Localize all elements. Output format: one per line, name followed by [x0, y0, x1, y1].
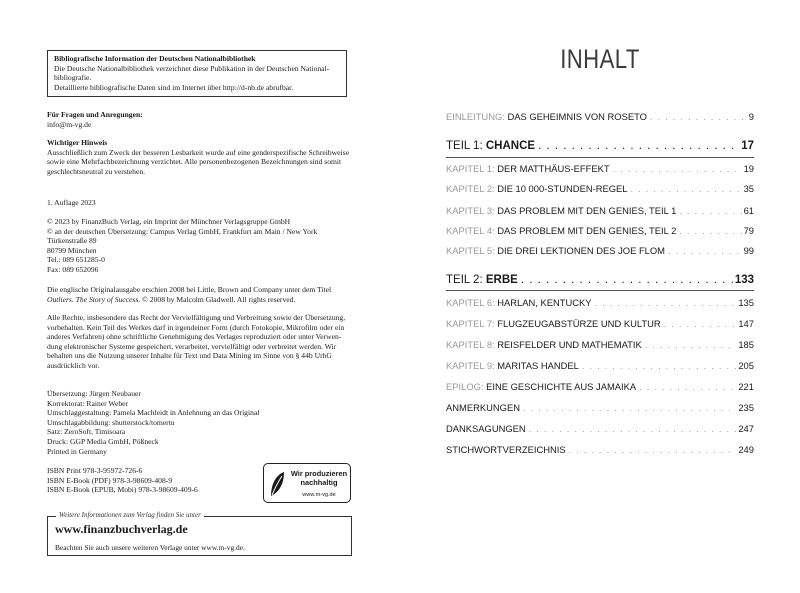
- toc-label: TEIL 2:: [446, 274, 483, 286]
- leaf-icon: [268, 470, 286, 498]
- rights-block: [47, 313, 357, 371]
- toc-entry: [446, 111, 754, 125]
- address-city: 80799 München: [47, 245, 97, 255]
- toc-leader: [668, 245, 742, 256]
- toc-leader: [650, 111, 747, 122]
- toc-title: DAS PROBLEM MIT DEN GENIES, TEIL 1: [497, 205, 677, 216]
- toc-leader: [679, 205, 741, 216]
- toc-label: KAPITEL 8:: [446, 339, 495, 350]
- contact-label: Für Fragen und Anregungen:: [47, 110, 143, 119]
- toc-page: 35: [743, 183, 754, 194]
- copyright-line: © an der deutschen Übersetzung: Campus Verlag GmbH, Frankfurt am Main / New York: [47, 226, 318, 236]
- toc-title: STICHWORTVERZEICHNIS: [446, 444, 566, 455]
- toc-label: KAPITEL 4:: [446, 225, 495, 236]
- toc-title: DAS PROBLEM MIT DEN GENIES, TEIL 2: [497, 225, 677, 236]
- toc-entry: [446, 423, 754, 437]
- credit-line: Umschlagabbildung: shutterstock/tomertu: [47, 417, 175, 427]
- bibliographic-info-box: [47, 50, 347, 97]
- edition-text: 1. Auflage 2023: [47, 198, 96, 207]
- toc-title: DANKSAGUNGEN: [446, 423, 526, 434]
- toc-entry: [446, 163, 754, 177]
- toc-leader: [569, 444, 737, 455]
- toc-page: 147: [738, 318, 754, 329]
- toc-entry: [446, 205, 754, 219]
- publisher-url: www.finanzbuchverlag.de: [55, 522, 188, 536]
- toc-entry: [446, 402, 754, 416]
- toc-leader: [523, 402, 736, 413]
- address-street: Türkenstraße 89: [47, 236, 97, 246]
- toc-title: MARITAS HANDEL: [497, 360, 579, 371]
- toc-leader: [521, 274, 733, 286]
- contact-email: info@m-vg.de: [47, 119, 92, 129]
- notice-line: geschlechtsneutral zu verstehen.: [47, 166, 146, 176]
- part-divider: [446, 290, 754, 291]
- toc-page: 9: [748, 111, 754, 122]
- page-title: INHALT: [560, 44, 640, 74]
- toc-page: 185: [738, 339, 754, 350]
- original-copyright: © 2008 by Malcolm Gladwell. All rights reserved.: [140, 294, 296, 304]
- toc-label: KAPITEL 5:: [446, 245, 495, 256]
- toc-entry: [446, 183, 754, 197]
- rights-line: ausdrücklich vor.: [47, 360, 100, 370]
- toc-page: 19: [743, 163, 754, 174]
- toc-entry: [446, 297, 754, 311]
- toc-leader: [645, 339, 737, 350]
- biblio-title: Bibliografische Information der Deutschen Nationalbibliothek: [54, 54, 256, 63]
- credit-line: Umschlaggestaltung: Pamela Machleidt in Anlehnung an das Original: [47, 408, 260, 418]
- toc-label: KAPITEL 1:: [446, 163, 495, 174]
- edition: [47, 198, 357, 208]
- isbn-line: ISBN E-Book (EPUB, Mobi) 978-3-98609-409-6: [47, 485, 198, 495]
- toc-part: [446, 274, 754, 290]
- toc-title: CHANCE: [485, 140, 536, 152]
- toc-page: 249: [738, 444, 754, 455]
- toc-title: DIE 10 000-STUNDEN-REGEL: [497, 183, 628, 194]
- rights-line: anderes Verfahren) ohne schriftliche Genehmigung des Verlages reproduziert oder unter Verwen-: [47, 332, 342, 342]
- rights-line: behalten uns die Nutzung unserer Inhalte für Text und Data Mining im Sinne von § 44b UrhG: [47, 351, 332, 361]
- publisher-caption: Weitere Informationen zum Verlag finden Sie unter: [56, 511, 204, 521]
- toc-page: 221: [738, 381, 754, 392]
- contact-block: [47, 110, 357, 129]
- credit-line: Übersetzung: Jürgen Neubauer: [47, 389, 141, 398]
- toc-entry: [446, 245, 754, 259]
- toc-leader: [664, 318, 737, 329]
- toc-entry: [446, 381, 754, 395]
- toc-label: TEIL 1:: [446, 140, 483, 152]
- toc-title: HARLAN, KENTUCKY: [497, 297, 592, 308]
- original-line: [47, 295, 357, 305]
- rights-line: dung elektronischer Systeme gespeichert, verarbeitet, vervielfältigt oder verbreitet werden. Wir: [47, 341, 337, 351]
- toc-page: 79: [743, 225, 754, 236]
- toc-part: [446, 140, 754, 156]
- toc-label: KAPITEL 2:: [446, 183, 495, 194]
- toc-entry: [446, 225, 754, 239]
- toc-title: ANMERKUNGEN: [446, 402, 520, 413]
- toc-page: 205: [738, 360, 754, 371]
- toc-page: 99: [743, 245, 754, 256]
- publisher-info-box: [47, 511, 352, 556]
- biblio-line: bibliografie.: [54, 73, 92, 83]
- notice-line: sowie eine Mehrfachbezeichnung verzichtet. Alle personenbezogenen Bezeichnungen sind somit: [47, 157, 342, 167]
- credit-line: Druck: GGP Media GmbH, Pößneck: [47, 436, 159, 446]
- biblio-line: Die Deutsche Nationalbibliothek verzeichnet diese Publikation in der Deutschen National-: [54, 63, 330, 73]
- isbn-line: ISBN E-Book (PDF) 978-3-98609-408-9: [47, 475, 173, 485]
- toc-page: 247: [738, 423, 754, 434]
- toc-leader: [582, 360, 736, 371]
- toc-title: ERBE: [485, 274, 518, 286]
- notice-block: [47, 138, 357, 176]
- toc-entry: [446, 339, 754, 353]
- badge-text: [290, 469, 348, 487]
- part-divider: [446, 157, 754, 158]
- original-edition-block: [47, 285, 357, 304]
- toc-page: [400, 0, 800, 593]
- toc-leader: [613, 163, 742, 174]
- notice-line: Ausschließlich zum Zweck der besseren Lesbarkeit wurde auf eine genderspezifische Schreibweise: [47, 147, 349, 157]
- toc-leader: [529, 423, 737, 434]
- toc-label: KAPITEL 7:: [446, 318, 495, 329]
- toc-leader: [595, 297, 737, 308]
- biblio-line: Detaillierte bibliografische Daten sind im Internet über http://d-nb.de abrufbar.: [54, 82, 294, 92]
- rights-line: vorbehalten. Kein Teil des Werkes darf in irgendeiner Form (durch Fotokopie, Mikrofilm oder ein: [47, 322, 345, 332]
- toc-leader: [679, 225, 741, 236]
- toc-label: KAPITEL 9:: [446, 360, 495, 371]
- rights-line: Alle Rechte, insbesondere das Recht der Vervielfältigung und Verbreitung sowie der Übersetzung,: [47, 313, 346, 322]
- original-line: Die englische Originalausgabe erschien 2008 bei Little, Brown and Company unter dem Titel: [47, 285, 332, 294]
- toc-label: KAPITEL 3:: [446, 205, 495, 216]
- fax: Fax: 089 652096: [47, 264, 99, 274]
- toc-title: DAS GEHEIMNIS VON ROSETO: [507, 111, 647, 122]
- toc-page: 133: [734, 274, 754, 286]
- toc-entry: [446, 360, 754, 374]
- toc-label: KAPITEL 6:: [446, 297, 495, 308]
- credit-line: Printed in Germany: [47, 446, 107, 456]
- toc-title: EINE GESCHICHTE AUS JAMAIKA: [486, 381, 637, 392]
- original-title: Outliers. The Story of Success.: [47, 294, 141, 304]
- phone: Tel.: 089 651285-0: [47, 255, 105, 265]
- toc-page: 235: [738, 402, 754, 413]
- toc-label: EPILOG:: [446, 381, 484, 392]
- notice-label: Wichtiger Hinweis: [47, 138, 108, 147]
- toc-entry: [446, 444, 754, 458]
- sustainability-badge: [263, 463, 351, 503]
- credit-line: Korrektorat: Rainer Weber: [47, 398, 129, 408]
- copyright-line: © 2023 by FinanzBuch Verlag, ein Imprint der Münchner Verlagsgruppe GmbH: [47, 217, 291, 226]
- toc-leader: [639, 381, 736, 392]
- toc-page: 17: [741, 140, 754, 152]
- badge-line: Wir produzieren: [290, 469, 348, 478]
- toc-leader: [631, 183, 742, 194]
- toc-page: 61: [743, 205, 754, 216]
- toc-entry: [446, 318, 754, 332]
- copyright-block: [47, 217, 357, 275]
- toc-title: FLUGZEUGABSTÜRZE UND KULTUR: [497, 318, 661, 329]
- credit-line: Satz: ZeroSoft, Timisoara: [47, 427, 126, 437]
- toc-leader: [538, 140, 739, 152]
- toc-title: DIE DREI LEKTIONEN DES JOE FLOM: [497, 245, 665, 256]
- credits-block: [47, 389, 357, 456]
- badge-url: www.m-vg.de: [302, 492, 336, 498]
- toc-title: REISFELDER UND MATHEMATIK: [497, 339, 642, 350]
- toc-title: DER MATTHÄUS-EFFEKT: [497, 163, 610, 174]
- toc-page: 135: [738, 297, 754, 308]
- badge-line: nachhaltig: [300, 478, 338, 487]
- isbn-line: ISBN Print 978-3-95972-726-6: [47, 466, 143, 475]
- publisher-hint: Beachten Sie auch unsere weiteren Verlage unter www.m-vg.de.: [55, 543, 245, 552]
- toc-label: EINLEITUNG:: [446, 111, 505, 122]
